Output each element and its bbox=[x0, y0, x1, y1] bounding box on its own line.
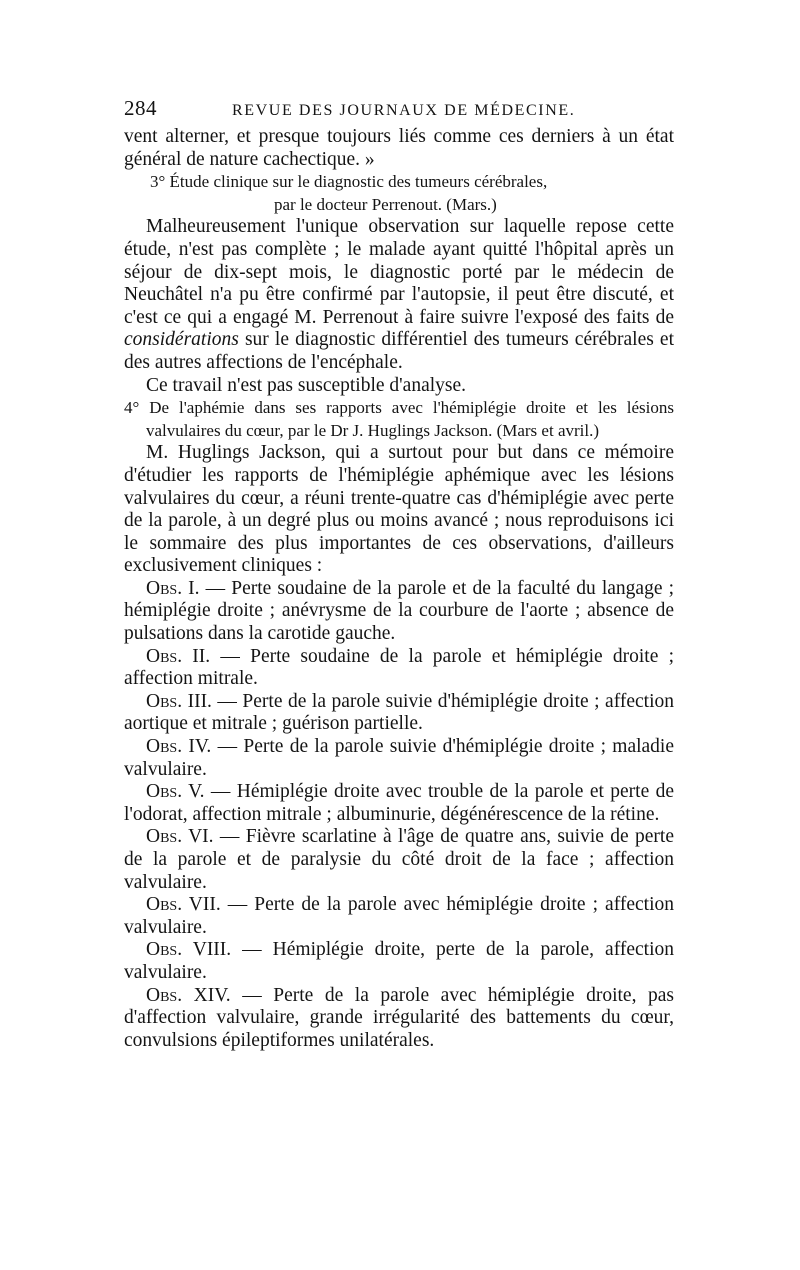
page-number: 284 bbox=[124, 96, 157, 120]
section-3-heading-line-2: par le docteur Perrenout. (Mars.) bbox=[274, 194, 497, 214]
paragraph-perrenout bbox=[124, 216, 674, 374]
document-page bbox=[124, 96, 674, 1052]
observation-item bbox=[124, 646, 674, 691]
observation-list bbox=[124, 578, 674, 1052]
observation-label: Obs. III. bbox=[146, 690, 212, 712]
body-text bbox=[124, 126, 674, 1052]
paragraph-jackson: M. Huglings Jackson, qui a surtout pour but dans ce mémoire d'étudier les rapports de l'hémiplégie aphémique avec les lésions valvulaires du cœur, a réuni trente-quatre cas d'hémiplégie avec perte de la parole, à un degré plus ou moins avancé ; nous reproduisons ici le sommaire des plus importantes de ces observations, d'ailleurs exclusivement cliniques : bbox=[124, 442, 674, 577]
observation-label: Obs. VIII. bbox=[146, 939, 232, 961]
observation-text: — Perte de la parole suivie d'hémiplégie droite ; maladie valvulaire. bbox=[124, 736, 674, 780]
observation-item bbox=[124, 826, 674, 894]
observation-label: Obs. XIV. bbox=[146, 984, 231, 1006]
section-3-heading bbox=[124, 171, 674, 216]
observation-item bbox=[124, 736, 674, 781]
paragraph-perrenout-part-1: Malheureusement l'unique observation sur laquelle repose cette étude, n'est pas complète ; le malade ayant quitté l'hôpital après un séjour de dix-sept mois, le diagnostic porté par le médecin de Neuchâtel n'a pu être confirmé par l'autopsie, il peut être discuté, et c'est ce qui a engagé M. Perrenout à faire suivre l'exposé des faits de bbox=[124, 216, 674, 328]
observation-label: Obs. VI. bbox=[146, 826, 214, 848]
paragraph-no-analysis: Ce travail n'est pas susceptible d'analyse. bbox=[146, 374, 467, 396]
observation-item bbox=[124, 781, 674, 826]
observation-text: — Perte de la parole avec hémiplégie droite, pas d'affection valvulaire, grande irrégularité des battements du cœur, convulsions épileptiformes unilatérales. bbox=[124, 984, 674, 1051]
observation-text: — Perte soudaine de la parole et de la faculté du langage ; hémiplégie droite ; anévrysme de la courbure de l'aorte ; absence de pulsations dans la carotide gauche. bbox=[124, 577, 674, 645]
emphasis-considerations: considérations bbox=[124, 329, 239, 351]
observation-text: — Perte de la parole suivie d'hémiplégie droite ; affection aortique et mitrale ; guérison partielle. bbox=[124, 690, 674, 735]
paragraph-perrenout-part-2: sur le diagnostic différentiel des tumeurs cérébrales et des autres affections de l'encéphale. bbox=[124, 329, 674, 373]
observation-label: Obs. II. bbox=[146, 645, 211, 667]
observation-text: — Perte de la parole avec hémiplégie droite ; affection valvulaire. bbox=[124, 894, 674, 938]
observation-item bbox=[124, 985, 674, 1053]
observation-label: Obs. I. bbox=[146, 577, 200, 599]
observation-item bbox=[124, 894, 674, 939]
observation-text: — Hémiplégie droite avec trouble de la parole et perte de l'odorat, affection mitrale ; albuminurie, dégénérescence de la rétine. bbox=[124, 781, 674, 825]
running-header bbox=[124, 96, 674, 126]
paragraph-continuation: vent alterner, et presque toujours liés comme ces derniers à un état général de nature cachectique. » bbox=[124, 126, 674, 170]
observation-item bbox=[124, 578, 674, 646]
observation-label: Obs. IV. bbox=[146, 736, 212, 758]
section-3-heading-line-1: 3° Étude clinique sur le diagnostic des tumeurs cérébrales, bbox=[150, 172, 548, 192]
observation-text: — Hémiplégie droite, perte de la parole, affection valvulaire. bbox=[124, 939, 674, 983]
observation-text: — Perte soudaine de la parole et hémiplégie droite ; affection mitrale. bbox=[124, 645, 674, 690]
section-4-heading: 4° De l'aphémie dans ses rapports avec l'hémiplégie droite et les lésions valvulaires du cœur, par le Dr J. Huglings Jackson. (Mars et avril.) bbox=[124, 398, 674, 440]
observation-label: Obs. V. bbox=[146, 781, 205, 803]
running-title: REVUE DES JOURNAUX DE MÉDECINE. bbox=[232, 102, 576, 119]
observation-item bbox=[124, 939, 674, 984]
observation-item bbox=[124, 691, 674, 736]
observation-text: — Fièvre scarlatine à l'âge de quatre ans, suivie de perte de la parole et de paralysie du côté droit de la face ; affection valvulaire. bbox=[124, 826, 674, 893]
observation-label: Obs. VII. bbox=[146, 894, 221, 916]
